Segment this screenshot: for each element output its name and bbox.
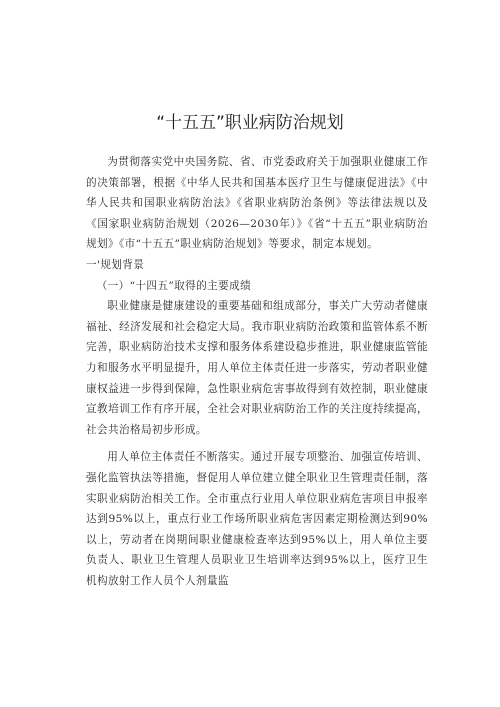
document-title: “十五五”职业病防治规划	[156, 113, 344, 133]
subsection-heading: （一）“十四五”取得的主要成绩	[96, 279, 252, 292]
intro-paragraph: 为贯彻落实党中央国务院、省、市党委政府关于加强职业健康工作的决策部署，根据《中华人民共和国基本医疗卫生与健康促进法》《中华人民共和国职业病防治法》《省职业病防治条例》等法律法规以及《国家职业病防治规划（2026—2030年）》《省“十五五”职业病防治规划》《市“十五五”职业病防治规划》等要求，制定本规划。	[86, 156, 428, 251]
document-body	[86, 152, 428, 591]
body-paragraph: 职业健康是健康建设的重要基础和组成部分，事关广大劳动者健康福祉、经济发展和社会稳定大局。我市职业病防治政策和监管体系不断完善，职业病防治技术支撑和服务体系建设稳步推进，职业健康监管能力和服务水平明显提升，用人单位主体责任进一步落实，劳动者职业健康权益进一步得到保障，急性职业病危害事故得到有效控制，职业健康宣教培训工作有序开展，全社会对职业病防治工作的关注度持续提高，社会共治格局初步形成。	[86, 300, 428, 436]
section-heading: 一'规划背景	[86, 258, 145, 271]
body-paragraph: 用人单位主体责任不断落实。通过开展专项整治、加强宣传培训、强化监管执法等措施，督促用人单位建立健全职业卫生管理责任制，落实职业病防治相关工作。全市重点行业用人单位职业病危害项目申报率达到95%以上，重点行业工作场所职业病危害因素定期检测达到90%以上，劳动者在岗期间职业健康检查率达到95%以上，用人单位主要负责人、职业卫生管理人员职业卫生培训率达到95%以上，医疗卫生机构放射工作人员个人剂量监	[86, 451, 428, 587]
